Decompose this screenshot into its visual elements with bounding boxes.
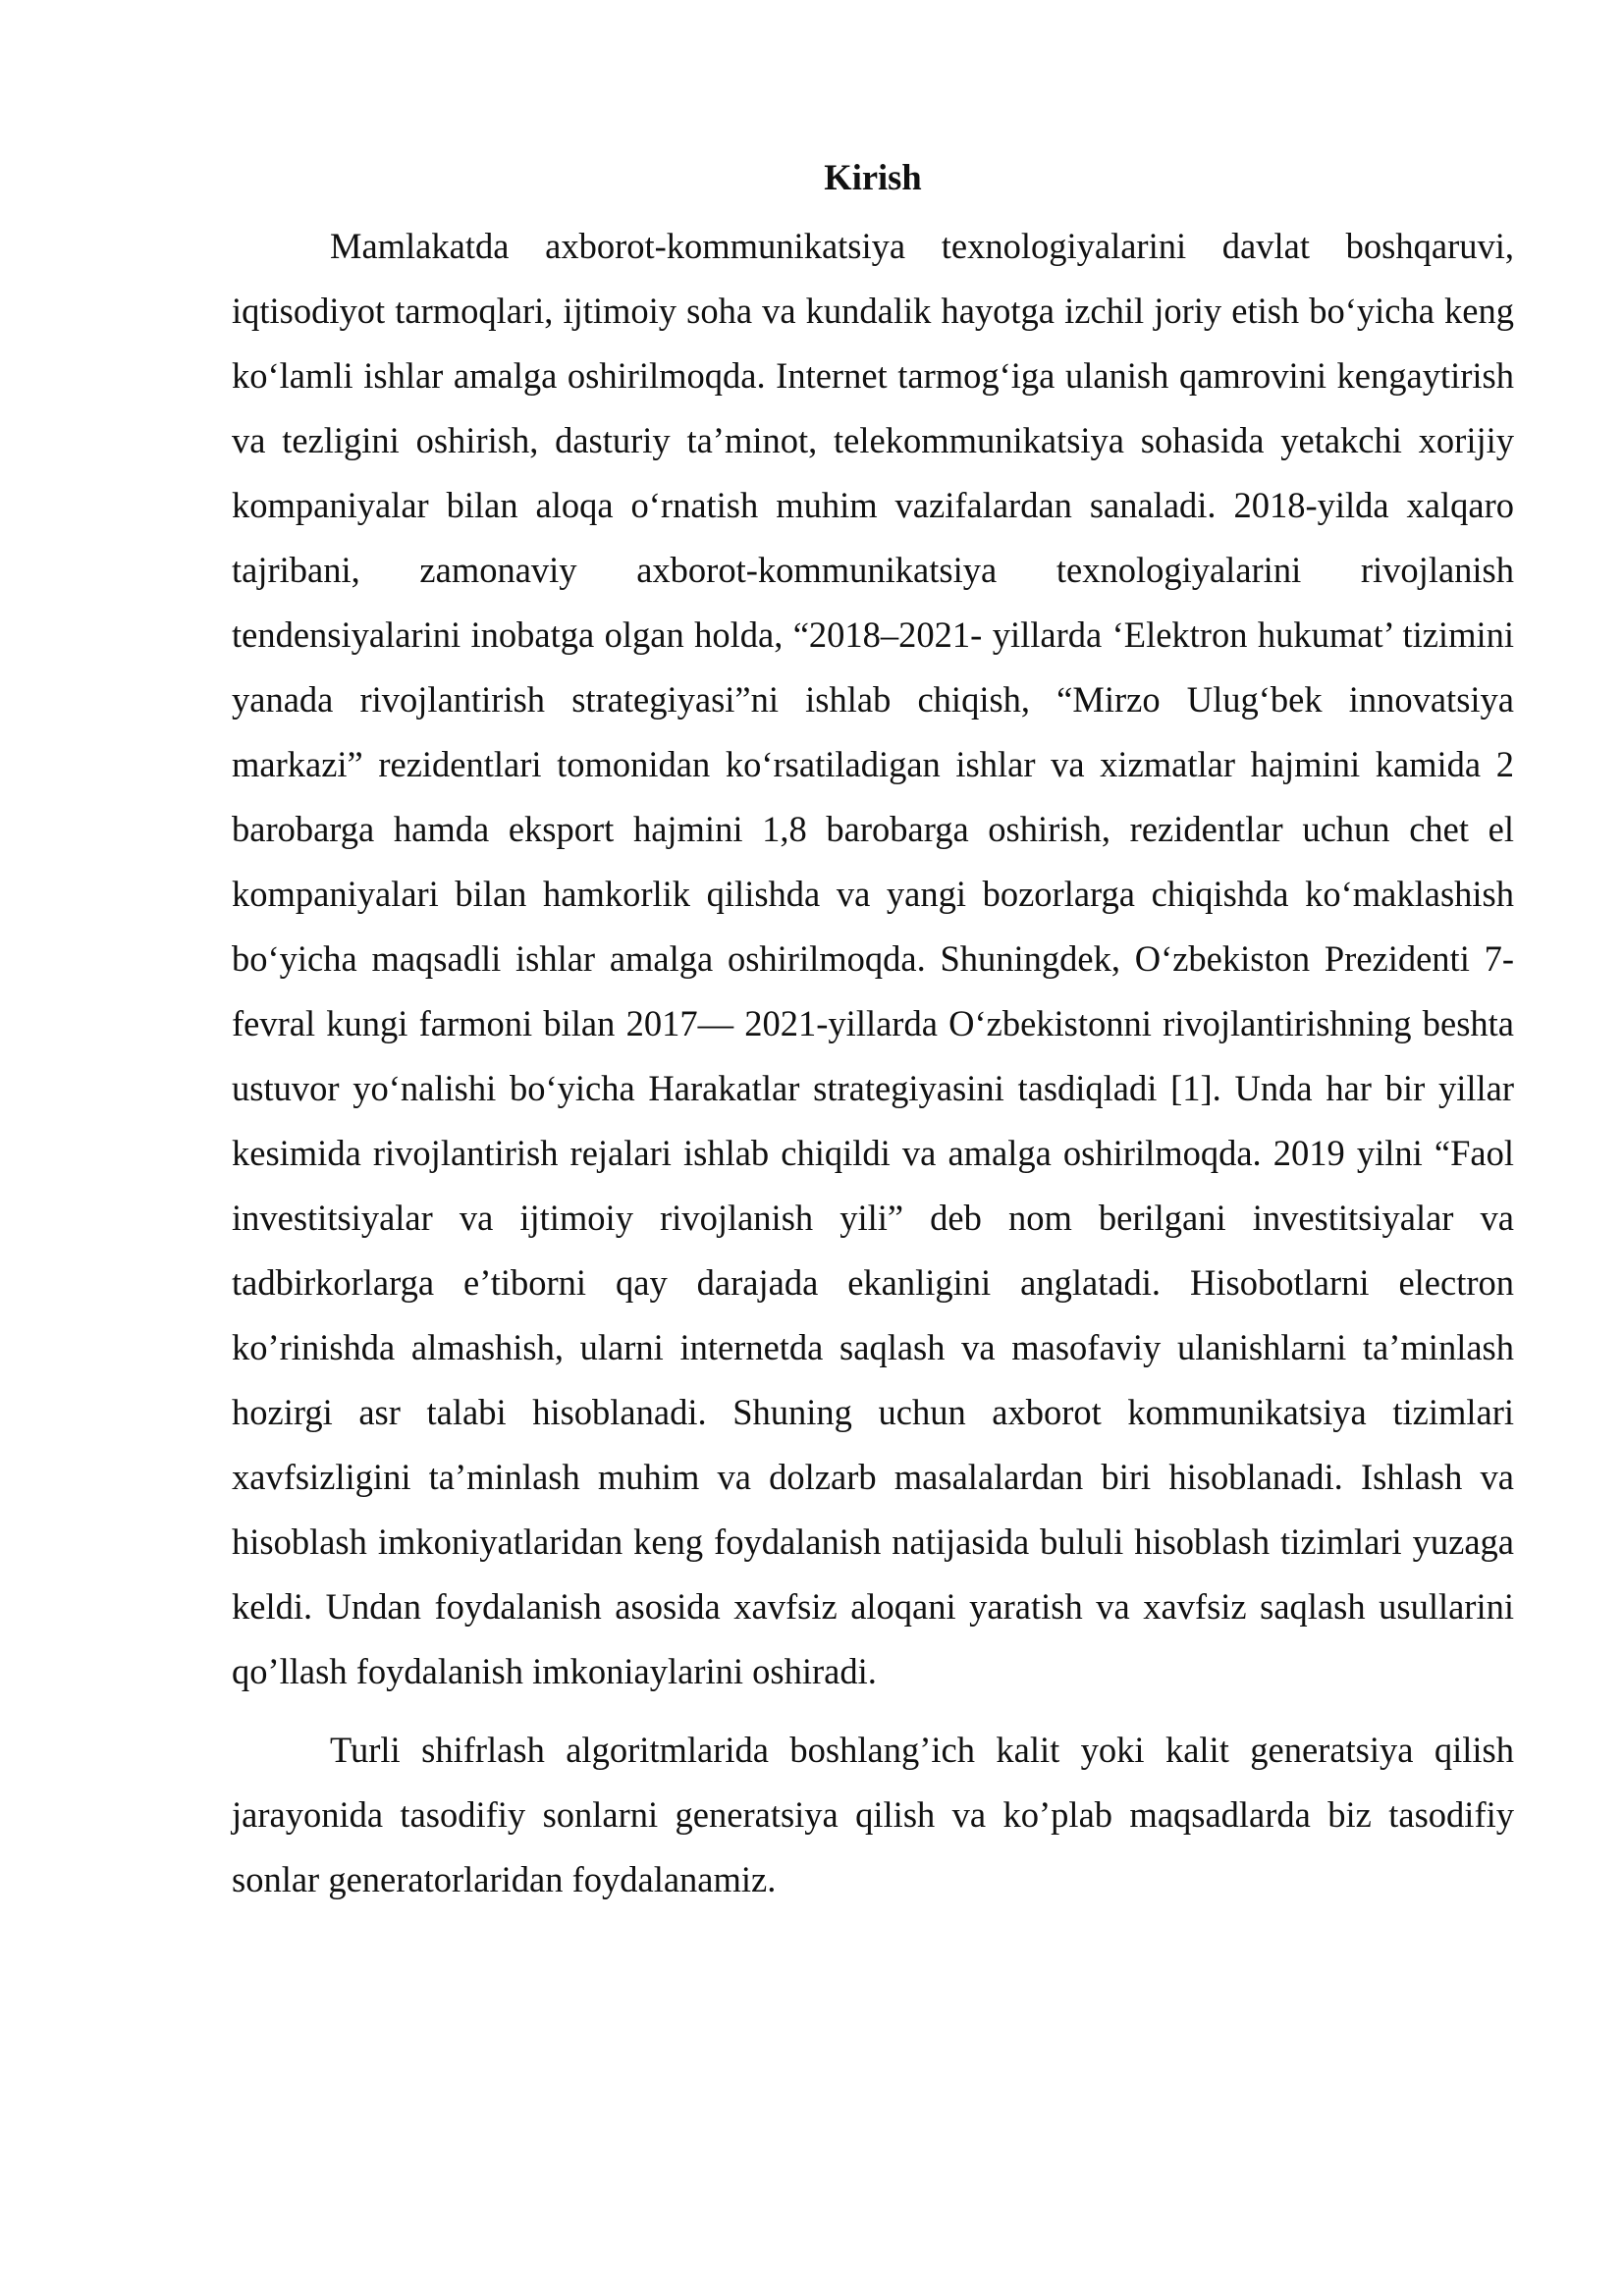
paragraph: Turli shifrlash algoritmlarida boshlang’ich kalit yoki kalit generatsiya qilish jarayonida tasodifiy sonlarni generatsiya qilish va ko’plab maqsadlarda biz tasodifiy sonlar generatorlaridan foydalanamiz. — [232, 1730, 1514, 1899]
document-body — [232, 145, 1514, 1912]
page-title: Kirish — [824, 157, 922, 197]
paragraph: Mamlakatda axborot-kommunikatsiya texnologiyalarini davlat boshqaruvi, iqtisodiyot tarmoqlari, ijtimoiy soha va kundalik hayotga izchil joriy etish bo‘yicha keng ko‘lamli ishlar amalga oshirilmoqda. Internet tarmog‘iga ulanish qamrovini kengaytirish va tezligini oshirish, dasturiy ta’minot, telekommunikatsiya sohasida yetakchi xorijiy kompaniyalar bilan aloqa o‘rnatish muhim vazifalardan sanaladi. 2018-yilda xalqaro tajribani, zamonaviy axborot-kommunikatsiya texnologiyalarini rivojlanish tendensiyalarini inobatga olgan holda, “2018–2021- yillarda ‘Elektron hukumat’ tizimini yanada rivojlantirish strategiyasi”ni ishlab chiqish, “Mirzo Ulug‘bek innovatsiya markazi” rezidentlari tomonidan ko‘rsatiladigan ishlar va xizmatlar hajmini kamida 2 barobarga hamda eksport hajmini 1,8 barobarga oshirish, rezidentlar uchun chet el kompaniyalari bilan hamkorlik qilishda va yangi bozorlarga chiqishda ko‘maklashish bo‘yicha maqsadli ishlar amalga oshirilmoqda. Shuningdek, O‘zbekiston Prezidenti 7-fevral kungi farmoni bilan 2017— 2021-yillarda O‘zbekistonni rivojlantirishning beshta ustuvor yo‘nalishi bo‘yicha Harakatlar strategiyasini tasdiqladi [1]. Unda har bir yillar kesimida rivojlantirish rejalari ishlab chiqildi va amalga oshirilmoqda. 2019 yilni “Faol investitsiyalar va ijtimoiy rivojlanish yili” deb nom berilgani investitsiyalar va tadbirkorlarga e’tiborni qay darajada ekanligini anglatadi. Hisobotlarni electron ko’rinishda almashish, ularni internetda saqlash va masofaviy ulanishlarni ta’minlash hozirgi asr talabi hisoblanadi. Shuning uchun axborot kommunikatsiya tizimlari xavfsizligini ta’minlash muhim va dolzarb masalalardan biri hisoblanadi. Ishlash va hisoblash imkoniyatlaridan keng foydalanish natijasida bululi hisoblash tizimlari yuzaga keldi. Undan foydalanish asosida xavfsiz aloqani yaratish va xavfsiz saqlash usullarini qo’llash foydalanish imkoniaylarini oshiradi. — [232, 226, 1514, 1691]
